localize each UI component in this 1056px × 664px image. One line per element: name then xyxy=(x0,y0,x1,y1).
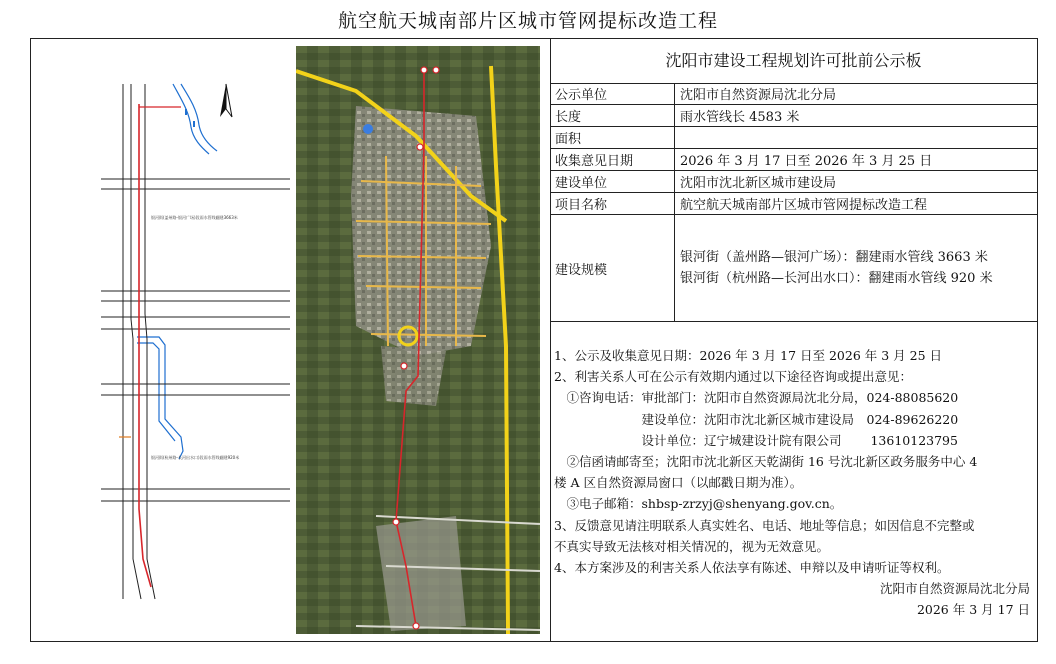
industrial-area xyxy=(376,516,466,631)
note-line: ①咨询电话：审批部门：沈阳市自然资源局沈北分局，024-88085620 xyxy=(554,390,959,406)
row-key: 项目名称 xyxy=(550,193,675,215)
table-row xyxy=(550,149,1037,171)
location-marker-icon xyxy=(363,124,373,134)
table-row xyxy=(550,171,1037,193)
row-key: 收集意见日期 xyxy=(550,149,675,171)
note-line: 1、公示及收集意见日期：2026 年 3 月 17 日至 2026 年 3 月 25 日 xyxy=(554,348,943,363)
row-value: 沈阳市沈北新区城市建设局 xyxy=(675,171,1038,193)
plan-label-upper: 银河街(盖州路-银河广场)段雨水管线翻建3663米 xyxy=(151,215,238,220)
scope-line-2: 银河街（杭州路—长河出水口）：翻建雨水管线 920 米 xyxy=(680,271,993,286)
row-key: 公示单位 xyxy=(550,83,675,105)
row-value: 航空航天城南部片区城市管网提标改造工程 xyxy=(675,193,1038,215)
row-value: 雨水管线长 4583 米 xyxy=(675,105,1038,127)
notes-section xyxy=(554,345,1034,621)
row-value xyxy=(675,127,1038,149)
table-row-scope xyxy=(550,215,1037,322)
satellite-map xyxy=(296,46,540,634)
info-table xyxy=(550,83,1037,322)
town-south xyxy=(381,346,446,406)
row-key: 面积 xyxy=(550,127,675,149)
note-line: 楼 A 区自然资源局窗口（以邮戳日期为准）。 xyxy=(554,475,803,491)
table-row xyxy=(550,83,1037,105)
satellite-svg xyxy=(296,46,540,634)
plan-label-lower: 银河街(杭州路-长河出水口)段雨水管线翻建920米 xyxy=(151,455,240,460)
signature-date: 2026 年 3 月 17 日 xyxy=(916,602,1030,618)
note-line: 2、利害关系人可在公示有效期内通过以下途径咨询或提出意见： xyxy=(554,369,912,385)
row-key: 建设单位 xyxy=(550,171,675,193)
plan-drawing-svg xyxy=(31,39,290,641)
row-value: 2026 年 3 月 17 日至 2026 年 3 月 25 日 xyxy=(675,149,1038,171)
page-title: 航空航天城南部片区城市管网提标改造工程 xyxy=(337,10,718,32)
notice-board xyxy=(550,39,1037,641)
scope-line-1: 银河街（盖州路—银河广场）：翻建雨水管线 3663 米 xyxy=(680,250,988,265)
note-line: ②信函请邮寄至；沈阳市沈北新区天乾湖街 16 号沈北新区政务服务中心 4 xyxy=(554,454,978,470)
scope-key: 建设规模 xyxy=(550,215,675,322)
signature-org: 沈阳市自然资源局沈北分局 xyxy=(879,581,1030,597)
river-lines xyxy=(137,84,217,459)
table-row xyxy=(550,193,1037,215)
table-row xyxy=(550,105,1037,127)
table-row xyxy=(550,127,1037,149)
row-value: 沈阳市自然资源局沈北分局 xyxy=(675,83,1038,105)
plan-drawing xyxy=(31,39,291,641)
north-arrow-icon xyxy=(220,84,232,117)
email-line: ③电子邮箱：shbsp-zrzyj@shenyang.gov.cn。 xyxy=(554,496,843,512)
scope-value xyxy=(675,215,1038,322)
note-line: 4、本方案涉及的利害关系人依法享有陈述、申辩以及申请听证等权利。 xyxy=(554,560,950,576)
row-key: 长度 xyxy=(550,105,675,127)
road-lines xyxy=(101,84,290,599)
note-line: 3、反馈意见请注明联系人真实姓名、电话、地址等信息；如因信息不完整或 xyxy=(554,517,975,533)
board-title: 沈阳市建设工程规划许可批前公示板 xyxy=(550,39,1037,84)
note-line: 不真实导致无法核对相关情况的，视为无效意见。 xyxy=(554,538,830,554)
note-line: 建设单位：沈阳市沈北新区城市建设局 024-89626220 xyxy=(554,411,959,427)
note-line: 设计单位：辽宁城建设计院有限公司 13610123795 xyxy=(554,432,958,448)
